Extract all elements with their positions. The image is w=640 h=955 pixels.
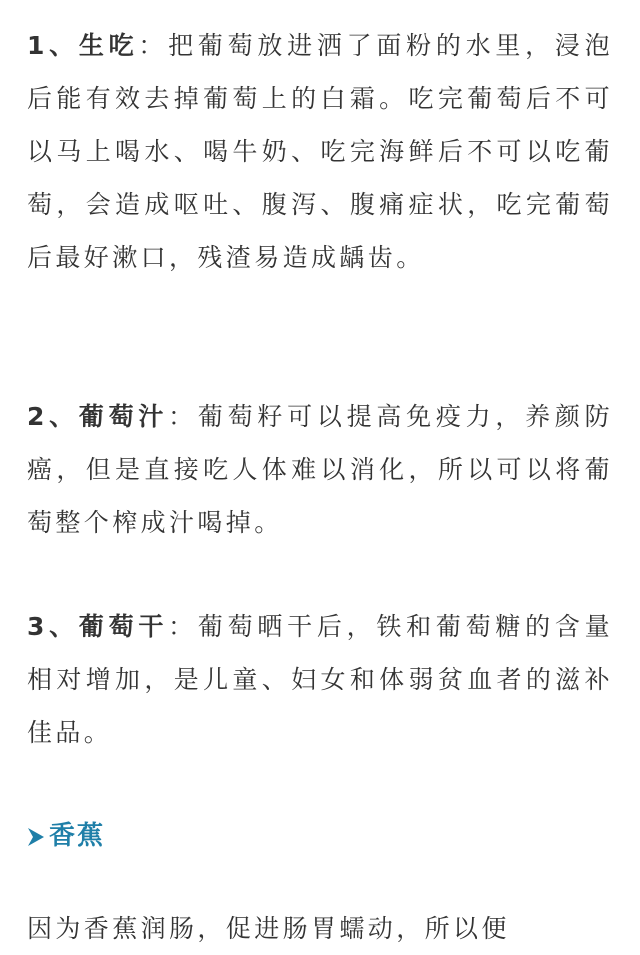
paragraph-grape-juice — [27, 390, 613, 549]
paragraph-text: ：把葡萄放进洒了面粉的水里，浸泡后能有效去掉葡萄上的白霜。吃完葡萄后不可以马上喝水、喝牛奶、吃完海鲜后不可以吃葡萄，会造成呕吐、腹泻、腹痛症状，吃完葡萄后最好漱口，残渣易造成龋齿。 — [27, 31, 613, 272]
paragraph-text: ：葡萄晒干后，铁和葡萄糖的含量相对增加，是儿童、妇女和体弱贫血者的滋补佳品。 — [27, 612, 613, 747]
section-heading-title: 香蕉 — [49, 821, 106, 851]
paragraph-lead: 1、生吃 — [27, 31, 139, 60]
paragraph-banana-truncated: 因为香蕉润肠，促进肠胃蠕动，所以便 — [27, 914, 510, 943]
paragraph-raisins — [27, 600, 613, 759]
paragraph-raw-eating — [27, 19, 613, 284]
paragraph-lead: 3、葡萄干 — [27, 612, 169, 641]
paragraph-text: ：葡萄籽可以提高免疫力，养颜防癌，但是直接吃人体难以消化，所以可以将葡萄整个榨成汁喝掉。 — [27, 402, 613, 537]
arrow-right-icon — [27, 827, 45, 847]
section-heading-banana — [27, 810, 105, 863]
paragraph-lead: 2、葡萄汁 — [27, 402, 169, 431]
